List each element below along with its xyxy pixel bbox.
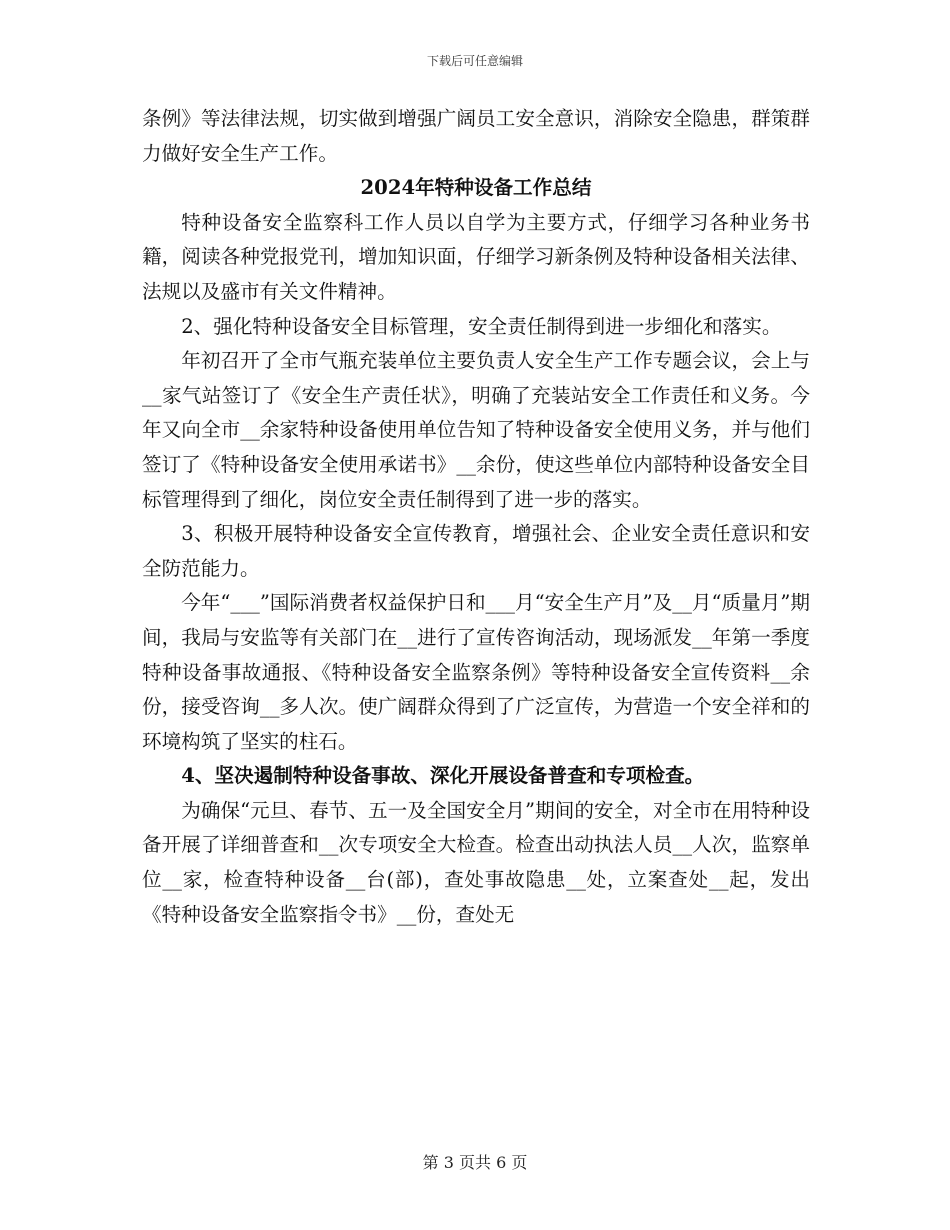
page-footer: 第 3 页共 6 页 <box>422 1153 528 1172</box>
page-header: 下载后可任意编辑 <box>426 54 523 68</box>
section-heading-4: 4、坚决遏制特种设备事故、深化开展设备普查和专项检查。 <box>181 764 705 788</box>
paragraph-publicity: 今年“___”国际消费者权益保护日和___月“安全生产月”及__月“质量月”期间，我局与安监等有关部门在__进行了宣传咨询活动，现场派发__年第一季度特种设备事故通报、《特种设备安全监察条例》等特种设备安全宣传资料__余份，接受咨询__多人次。使广阔群众得到了广泛宣传，为营造一个安全祥和的环境构筑了坚实的柱石。 <box>142 591 810 753</box>
document-title: 2024年特种设备工作总结 <box>360 176 592 200</box>
paragraph-responsibility: 年初召开了全市气瓶充装单位主要负责人安全生产工作专题会议，会上与__家气站签订了《安全生产责任状》，明确了充装站安全工作责任和义务。今年又向全市__余家特种设备使用单位告知了特种设备安全使用义务，并与他们签订了《特种设备安全使用承诺书》__余份，使这些单位内部特种设备安全目标管理得到了细化，岗位安全责任制得到了进一步的落实。 <box>142 349 810 511</box>
paragraph-study: 特种设备安全监察科工作人员以自学为主要方式，仔细学习各种业务书籍，阅读各种党报党刊，增加知识面，仔细学习新条例及特种设备相关法律、法规以及盛市有关文件精神。 <box>142 210 810 303</box>
section-heading-2: 2、强化特种设备安全目标管理，安全责任制得到进一步细化和落实。 <box>181 314 782 338</box>
section-heading-3: 3、积极开展特种设备安全宣传教育，增强社会、企业安全责任意识和安全防范能力。 <box>142 522 810 580</box>
document-body <box>142 102 810 932</box>
paragraph-continuation: 条例》等法律法规，切实做到增强广阔员工安全意识，消除安全隐患，群策群力做好安全生产工作。 <box>142 107 810 165</box>
paragraph-inspection: 为确保“元旦、春节、五一及全国安全月”期间的安全，对全市在用特种设备开展了详细普查和__次专项安全大检查。检查出动执法人员__人次，监察单位__家，检查特种设备__台(部)，查处事故隐患__处，立案查处__起，发出《特种设备安全监察指令书》__份，查处无 <box>142 798 810 926</box>
